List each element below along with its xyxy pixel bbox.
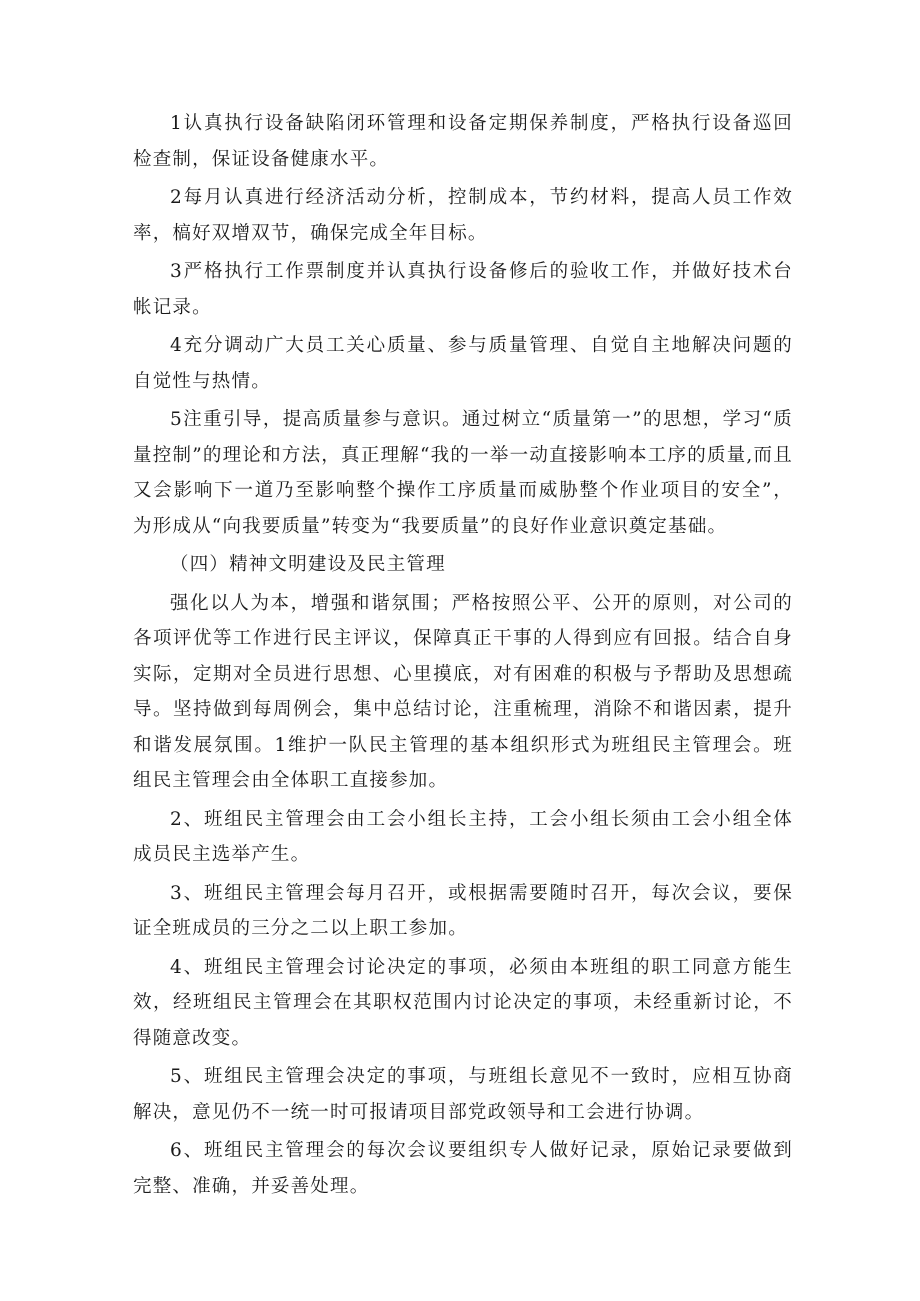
paragraph-2: 2每月认真进行经济活动分析，控制成本，节约材料，提高人员工作效率，槁好双增双节，确保完成全年目标。	[133, 187, 793, 244]
document-body	[133, 106, 793, 1204]
section-heading: （四）精神文明建设及民主管理	[170, 554, 446, 575]
paragraph-8: 3、班组民主管理会每月召开，或根据需要随时召开，每次会议，要保证全班成员的三分之二以上职工参加。	[133, 882, 793, 939]
paragraph-4: 4充分调动广大员工关心质量、参与质量管理、自觉自主地解决问题的自觉性与热情。	[133, 335, 793, 392]
paragraph-10: 5、班组民主管理会决定的事项，与班组长意见不一致时，应相互协商解决，意见仍不一统一时可报请项目部党政领导和工会进行协调。	[133, 1066, 793, 1123]
paragraph-9: 4、班组民主管理会讨论决定的事项，必须由本班组的职工同意方能生效，经班组民主管理会在其职权范围内讨论决定的事项，未经重新讨论，不得随意改变。	[133, 956, 793, 1049]
paragraph-11: 6、班组民主管理会的每次会议要组织专人做好记录，原始记录要做到完整、准确，并妥善处理。	[133, 1140, 793, 1197]
paragraph-3: 3严格执行工作票制度并认真执行设备修后的验收工作，并做好技术台帐记录。	[133, 261, 793, 318]
paragraph-7: 2、班组民主管理会由工会小组长主持，工会小组长须由工会小组全体成员民主选举产生。	[133, 808, 793, 865]
paragraph-6: 强化以人为本，增强和谐氛围；严格按照公平、公开的原则，对公司的各项评优等工作进行民主评议，保障真正干事的人得到应有回报。结合自身实际，定期对全员进行思想、心里摸底，对有困难的积极与予帮助及思想疏导。坚持做到每周例会，集中总结讨论，注重梳理，消除不和谐因素，提升和谐发展氛围。1维护一队民主管理的基本组织形式为班组民主管理会。班组民主管理会由全体职工直接参加。	[133, 592, 793, 791]
paragraph-1: 1认真执行设备缺陷闭环管理和设备定期保养制度，严格执行设备巡回检查制，保证设备健康水平。	[133, 113, 793, 170]
paragraph-5: 5注重引导，提高质量参与意识。通过树立“质量第一”的思想，学习“质量控制”的理论和方法，真正理解“我的一举一动直接影响本工序的质量,而且又会影响下一道乃至影响整个操作工序质量而威胁整个作业项目的安全”，为形成从“向我要质量”转变为“我要质量”的良好作业意识奠定基础。	[133, 409, 793, 537]
